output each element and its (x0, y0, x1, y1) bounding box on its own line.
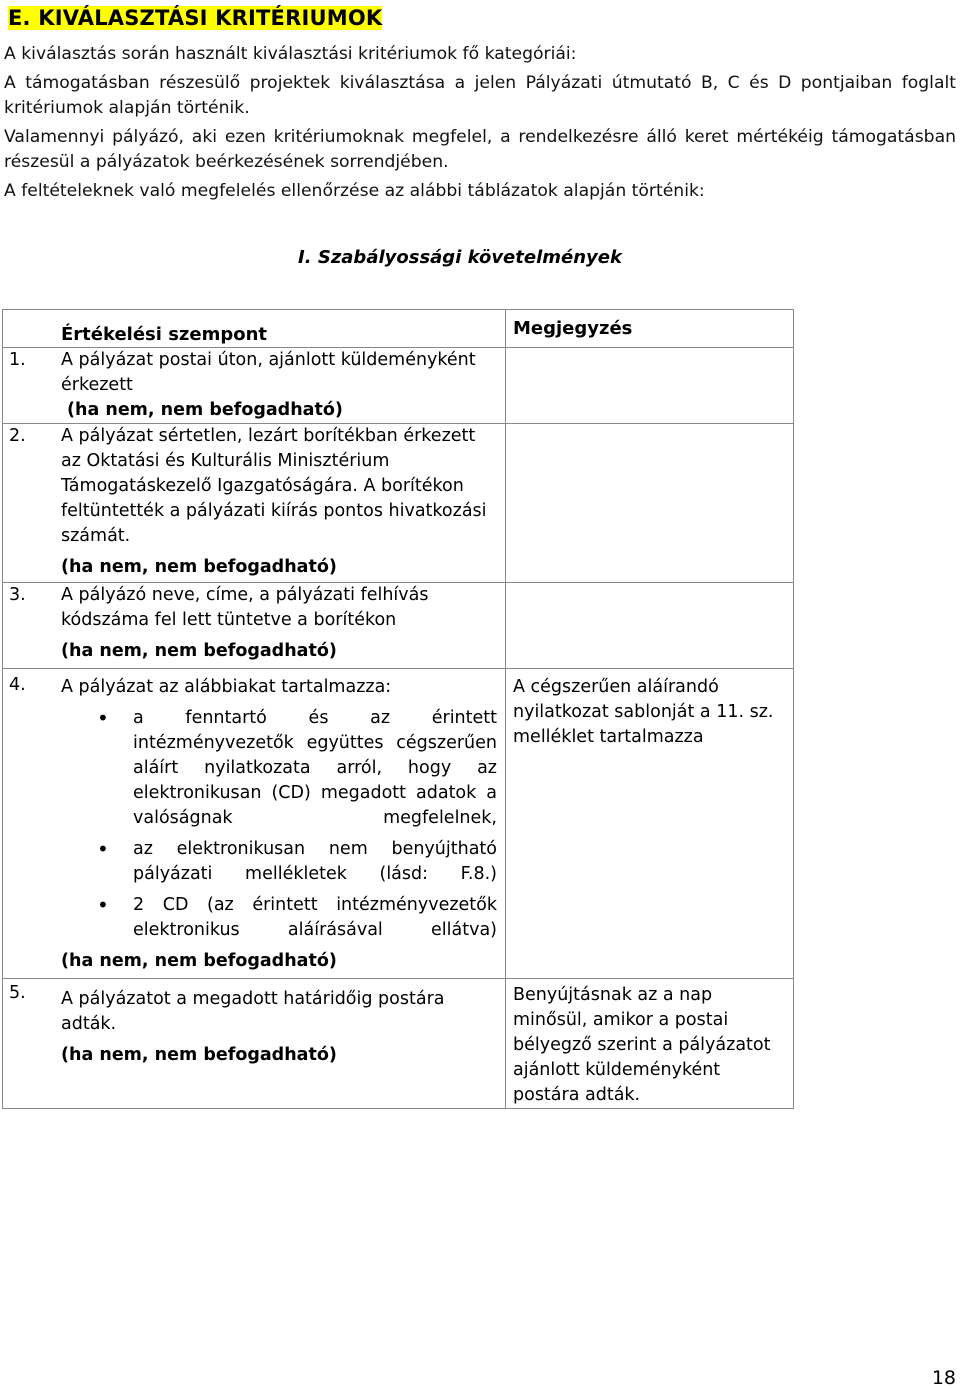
rejection-note: (ha nem, nem befogadható) (67, 400, 343, 420)
row-number: 4. (3, 669, 56, 979)
row-note (506, 583, 794, 669)
table-row (3, 979, 794, 1109)
row-note: Benyújtásnak az a nap minősül, amikor a postai bélyegző szerint a pályázatot ajánlott küldeményként postára adták. (506, 979, 794, 1109)
row-criterion: A pályázat sértetlen, lezárt borítékban érkezett az Oktatási és Kulturális Minisztérium Támogatáskezelő Igazgatóságára. A borítékon feltüntették a pályázati kiírás pontos hivatkozási számát. (ha nem, nem befogadható) (55, 424, 506, 583)
row-criterion: A pályázat postai úton, ajánlott küldeményként érkezett (ha nem, nem befogadható) (55, 348, 506, 424)
intro-paragraph: A kiválasztás során használt kiválasztási kritériumok fő kategóriái: (4, 44, 577, 64)
intro-paragraph: A feltételeknek való megfelelés ellenőrzése az alábbi táblázatok alapján történik: (4, 181, 705, 201)
requirements-list (61, 706, 497, 943)
table-row (3, 669, 794, 979)
page-title: E. KIVÁLASZTÁSI KRITÉRIUMOK (8, 6, 383, 30)
intro-paragraph: A támogatásban részesülő projektek kiválasztása a jelen Pályázati útmutató B, C és D pontjaiban foglalt kritériumok alapján történik. (4, 73, 956, 118)
table-row (3, 583, 794, 669)
intro-text (4, 42, 956, 208)
rejection-note: (ha nem, nem befogadható) (61, 641, 337, 661)
row-criterion: A pályázó neve, címe, a pályázati felhívás kódszáma fel lett tüntetve a borítékon (ha nem, nem befogadható) (55, 583, 506, 669)
row-number: 2. (3, 424, 56, 583)
row-criterion: A pályázatot a megadott határidőig postára adták. (ha nem, nem befogadható) (55, 979, 506, 1109)
page-number: 18 (931, 1367, 956, 1389)
rejection-note: (ha nem, nem befogadható) (61, 1045, 337, 1065)
header-num-cell (3, 310, 56, 348)
table-row (3, 424, 794, 583)
list-item: • az elektronikusan nem benyújtható pályázati mellékletek (lásd: F.8.) (133, 837, 497, 887)
intro-paragraph: Valamennyi pályázó, aki ezen kritériumoknak megfelel, a rendelkezésre álló keret mértékéig támogatásban részesül a pályázatok beérkezésének sorrendjében. (4, 127, 956, 172)
row-number: 5. (3, 979, 56, 1109)
rejection-note: (ha nem, nem befogadható) (61, 951, 337, 971)
table-row (3, 348, 794, 424)
row-note (506, 424, 794, 583)
header-criterion-cell: Értékelési szempont (55, 310, 506, 348)
list-item: • 2 CD (az érintett intézményvezetők elektronikus aláírásával ellátva) (133, 893, 497, 943)
row-number: 1. (3, 348, 56, 424)
list-item: • a fenntartó és az érintett intézményvezetők együttes cégszerűen aláírt nyilatkozata arról, hogy az elektronikusan (CD) megadott adatok a valóságnak megfelelnek, (133, 706, 497, 831)
criteria-table (2, 309, 794, 1109)
row-note (506, 348, 794, 424)
row-criterion: A pályázat az alábbiakat tartalmazza: • a fenntartó és az érintett intézményvezetők együttes cégszerűen aláírt nyilatkozata arról, hogy az elektronikusan (CD) megadott adatok a valóságnak megfelelnek, • az elektronikusan nem benyújtható pályázati mellékletek (lásd: F.8.) • 2 CD (az érintett intézményvezetők elektronikus aláírásával ellátva) (ha nem, nem befogadható) (55, 669, 506, 979)
row-note: A cégszerűen aláírandó nyilatkozat sablonját a 11. sz. melléklet tartalmazza (506, 669, 794, 979)
rejection-note: (ha nem, nem befogadható) (61, 557, 337, 577)
section-title: I. Szabályossági követelmények (298, 247, 622, 268)
header-note-cell: Megjegyzés (506, 310, 794, 348)
row-number: 3. (3, 583, 56, 669)
table-header-row (3, 310, 794, 348)
